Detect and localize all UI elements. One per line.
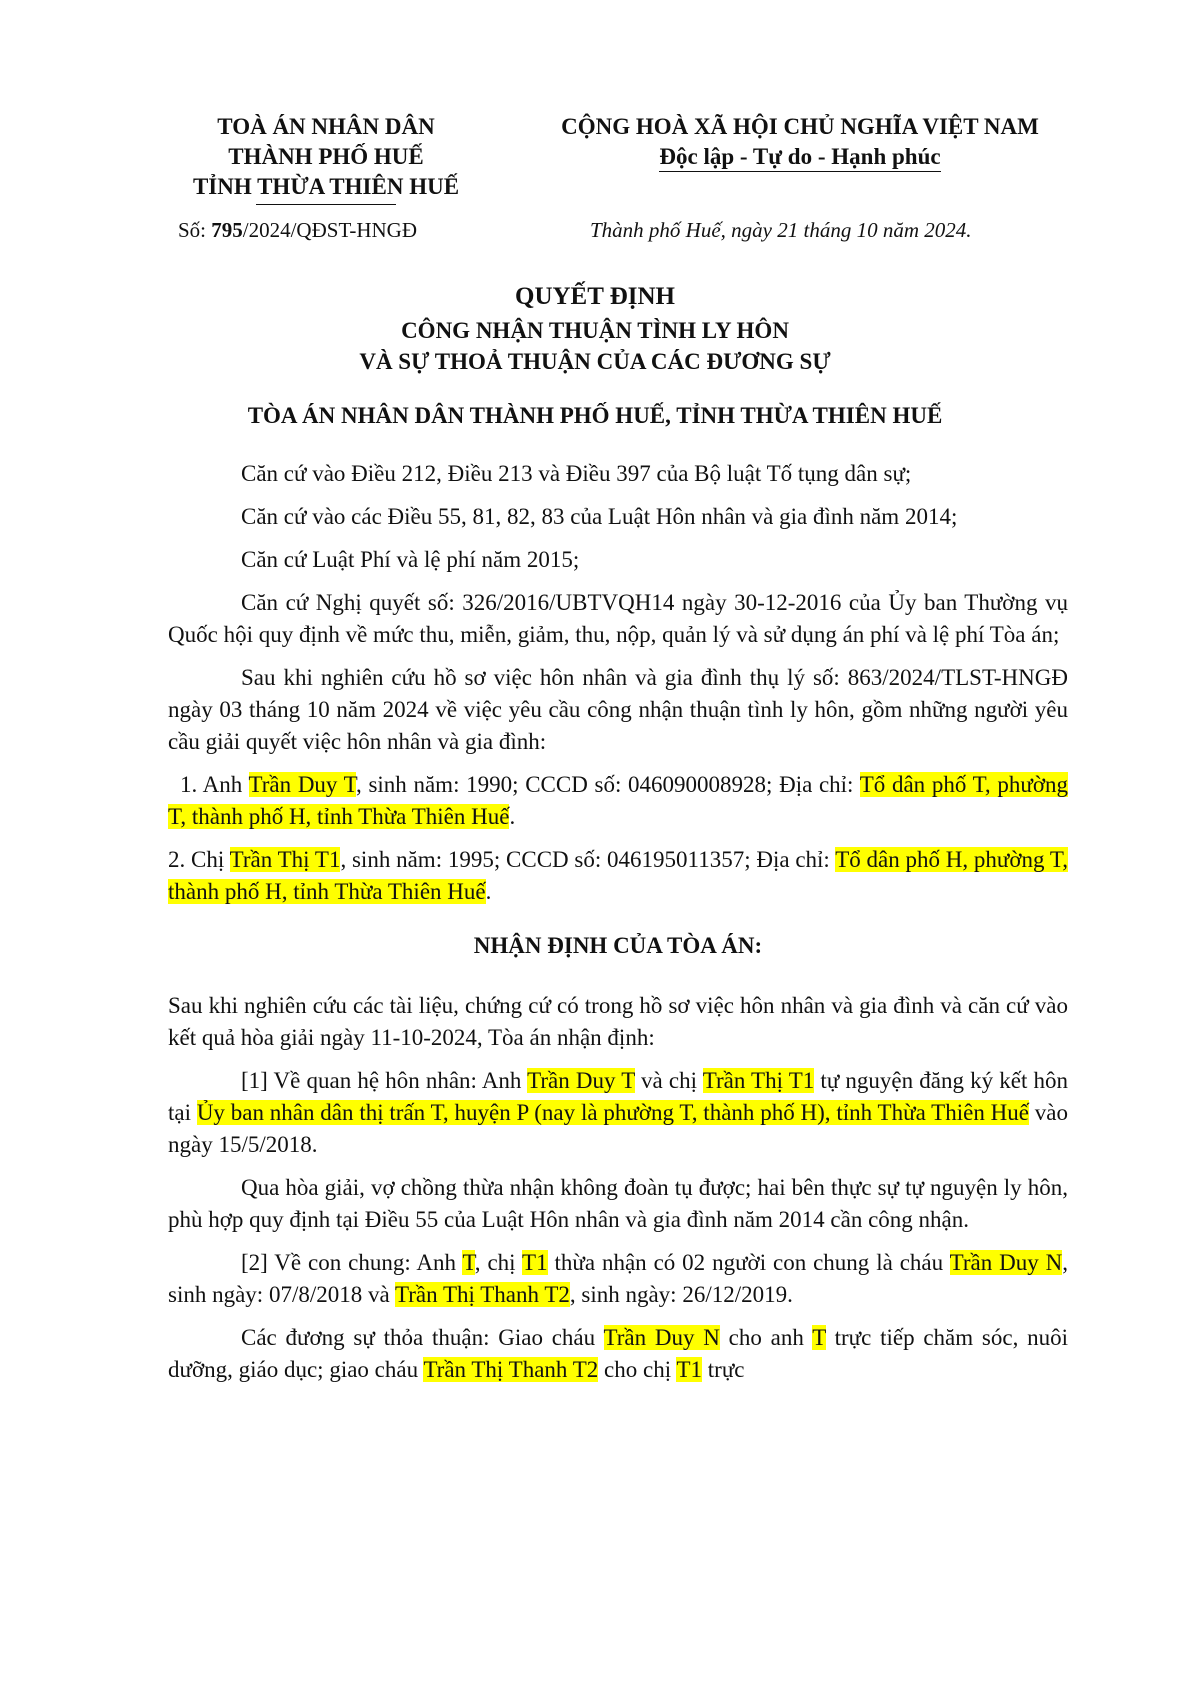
- party-2-end: .: [485, 879, 492, 904]
- husband-name: Trần Duy T: [527, 1068, 635, 1093]
- children-text-e: , sinh ngày: 26/12/2019.: [569, 1282, 793, 1307]
- document-number: [178, 218, 417, 243]
- findings-heading: NHẬN ĐỊNH CỦA TÒA ÁN:: [473, 933, 763, 958]
- doc-no-suffix: /2024/QĐST-HNGĐ: [242, 218, 417, 242]
- party-1: [168, 769, 1068, 833]
- custody-text-a: Các đương sự thỏa thuận: Giao cháu: [241, 1325, 604, 1350]
- date-line: Thành phố Huế, ngày 21 tháng 10 năm 2024.: [590, 218, 972, 242]
- reconciliation-paragraph: Qua hòa giải, vợ chồng thừa nhận không đoàn tụ được; hai bên thực sự tự nguyện ly hôn, phù hợp quy định tại Điều 55 của Luật Hôn nhân và gia đình năm 2014 cần công nhận.: [168, 1175, 1068, 1232]
- child-2-name: Trần Thị Thanh T2: [395, 1282, 570, 1307]
- party-2: [168, 844, 1068, 908]
- decision-title: QUYẾT ĐỊNH: [515, 283, 675, 310]
- legal-basis-4: Căn cứ Nghị quyết số: 326/2016/UBTVQH14 ngày 30-12-2016 của Ủy ban Thường vụ Quốc hội quy định về mức thu, miễn, giảm, thu, nộp, quản lý và sử dụng án phí và lệ phí Tòa án;: [168, 590, 1068, 647]
- party-1-address: Tổ dân phố T, phường T, thành phố H, tỉnh Thừa Thiên Huế: [168, 772, 1068, 829]
- custody-father: T: [812, 1325, 826, 1350]
- party-1-details: , sinh năm: 1990; CCCD số: 046090008928; Địa chỉ:: [356, 772, 860, 797]
- legal-basis-2: Căn cứ vào các Điều 55, 81, 82, 83 của Luật Hôn nhân và gia đình năm 2014;: [241, 504, 958, 529]
- marriage-text-b: và chị: [634, 1068, 703, 1093]
- decision-subtitle-1: CÔNG NHẬN THUẬN TÌNH LY HÔN: [401, 318, 789, 343]
- marriage-text-c: tự nguyện đăng ký kết hôn tại: [168, 1068, 1069, 1125]
- issuing-court: TÒA ÁN NHÂN DÂN THÀNH PHỐ HUẾ, TỈNH THỪA THIÊN HUẾ: [247, 403, 943, 428]
- children-text-b: , chị: [474, 1250, 523, 1275]
- custody-text-d: cho chị: [598, 1357, 677, 1382]
- court-name-line3: TỈNH THỪA THIÊN HUẾ: [192, 174, 460, 199]
- document-body: [168, 458, 1068, 1397]
- marriage-paragraph: [168, 1065, 1068, 1161]
- custody-child-2: Trần Thị Thanh T2: [423, 1357, 599, 1382]
- court-name-line1: TOÀ ÁN NHÂN DÂN: [217, 114, 435, 139]
- children-mother: T1: [522, 1250, 548, 1275]
- national-motto: Độc lập - Tự do - Hạnh phúc: [659, 143, 940, 172]
- children-father: T: [462, 1250, 475, 1275]
- national-header: [510, 112, 1090, 172]
- registration-place: Ủy ban nhân dân thị trấn T, huyện P (nay là phường T, thành phố H), tỉnh Thừa Thiên Huế: [196, 1100, 1029, 1125]
- legal-basis-5: Sau khi nghiên cứu hồ sơ việc hôn nhân và gia đình thụ lý số: 863/2024/TLST-HNGĐ ngày 03 tháng 10 năm 2024 về việc yêu cầu công nhận thuận tình ly hôn, gồm những người yêu cầu giải quyết việc hôn nhân và gia đình:: [168, 665, 1068, 754]
- party-1-end: .: [509, 804, 516, 829]
- custody-text-c: trực tiếp chăm sóc, nuôi dưỡng, giáo dục; giao cháu: [168, 1325, 1068, 1382]
- wife-name: Trần Thị T1: [702, 1068, 815, 1093]
- marriage-text-a: [1] Về quan hệ hôn nhân: Anh: [241, 1068, 528, 1093]
- nation-name: CỘNG HOÀ XÃ HỘI CHỦ NGHĨA VIỆT NAM: [561, 114, 1039, 139]
- decision-subtitle-2: VÀ SỰ THOẢ THUẬN CỦA CÁC ĐƯƠNG SỰ: [359, 349, 831, 374]
- party-1-prefix: 1. Anh: [180, 772, 249, 797]
- party-2-address: Tổ dân phố H, phường T, thành phố H, tỉnh Thừa Thiên Huế: [168, 847, 1068, 904]
- children-text-d: , sinh ngày: 07/8/2018 và: [168, 1250, 1068, 1307]
- court-name-line2: THÀNH PHỐ HUẾ: [228, 144, 424, 169]
- legal-basis-1: Căn cứ vào Điều 212, Điều 213 và Điều 397 của Bộ luật Tố tụng dân sự;: [241, 461, 912, 486]
- legal-basis-3: Căn cứ Luật Phí và lệ phí năm 2015;: [241, 547, 580, 572]
- children-text-c: thừa nhận có 02 người con chung là cháu: [547, 1250, 950, 1275]
- party-2-details: , sinh năm: 1995; CCCD số: 046195011357; Địa chỉ:: [340, 847, 836, 872]
- court-header: [168, 112, 484, 205]
- party-1-name: Trần Duy T: [248, 772, 357, 797]
- findings-intro: Sau khi nghiên cứu các tài liệu, chứng cứ có trong hồ sơ việc hôn nhân và gia đình và căn cứ vào kết quả hòa giải ngày 11-10-2024, Tòa án nhận định:: [168, 993, 1068, 1050]
- header-rule: [256, 204, 396, 205]
- party-2-name: Trần Thị T1: [229, 847, 341, 872]
- custody-text-b: cho anh: [719, 1325, 813, 1350]
- custody-paragraph: [168, 1322, 1068, 1386]
- party-2-prefix: 2. Chị: [168, 847, 230, 872]
- children-text-a: [2] Về con chung: Anh: [241, 1250, 463, 1275]
- custody-text-e: trực: [702, 1357, 745, 1382]
- custody-child-1: Trần Duy N: [603, 1325, 720, 1350]
- child-1-name: Trần Duy N: [949, 1250, 1063, 1275]
- doc-no-prefix: Số:: [178, 218, 212, 242]
- marriage-text-d: vào ngày 15/5/2018.: [168, 1100, 1068, 1157]
- custody-mother: T1: [676, 1357, 703, 1382]
- children-paragraph: [168, 1247, 1068, 1311]
- doc-no-number: 795: [211, 218, 243, 242]
